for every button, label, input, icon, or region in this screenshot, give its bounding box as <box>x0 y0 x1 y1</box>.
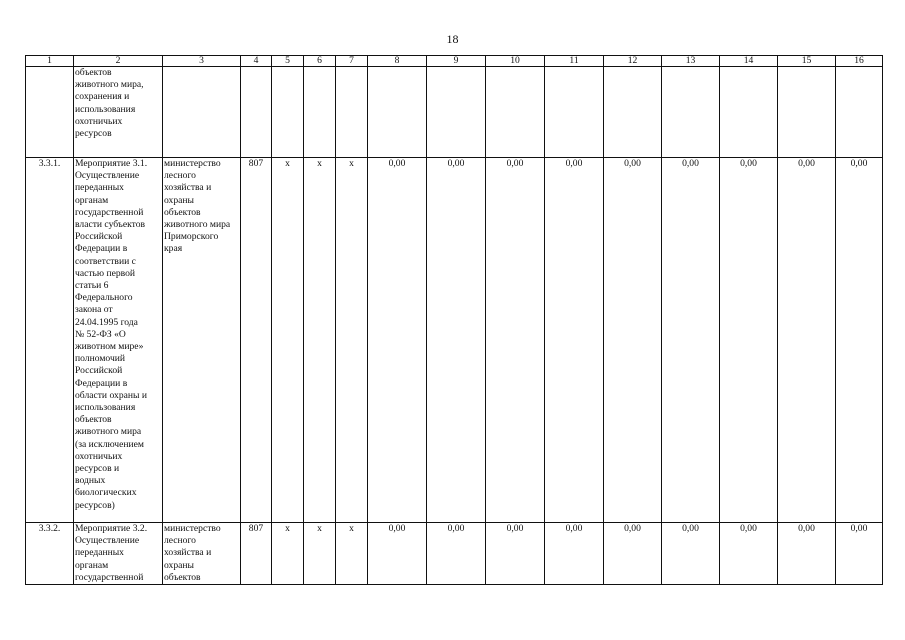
value-cell: 0,00 <box>545 158 604 523</box>
value-cell <box>427 67 486 158</box>
budget-code <box>241 67 272 158</box>
value-cell: 0,00 <box>836 158 883 523</box>
value-cell: 0,00 <box>604 158 662 523</box>
cell-col5: х <box>272 158 304 523</box>
value-cell <box>720 67 778 158</box>
value-cell: 0,00 <box>368 523 427 585</box>
table-header <box>26 56 883 67</box>
column-header: 6 <box>304 56 336 67</box>
row-number: 3.3.1. <box>26 158 74 523</box>
table-row <box>26 67 883 158</box>
row-number <box>26 67 74 158</box>
cell-col7: х <box>336 158 368 523</box>
value-cell: 0,00 <box>604 523 662 585</box>
executor-name <box>163 67 241 158</box>
column-header: 8 <box>368 56 427 67</box>
value-cell: 0,00 <box>486 523 545 585</box>
value-cell <box>368 67 427 158</box>
value-cell: 0,00 <box>720 523 778 585</box>
row-number: 3.3.2. <box>26 523 74 585</box>
value-cell: 0,00 <box>662 523 720 585</box>
budget-code: 807 <box>241 158 272 523</box>
value-cell <box>545 67 604 158</box>
column-header: 11 <box>545 56 604 67</box>
column-header: 9 <box>427 56 486 67</box>
table-row <box>26 523 883 585</box>
table-row <box>26 158 883 523</box>
column-header: 16 <box>836 56 883 67</box>
column-header: 13 <box>662 56 720 67</box>
cell-col6: х <box>304 523 336 585</box>
value-cell <box>662 67 720 158</box>
column-header: 2 <box>74 56 163 67</box>
value-cell <box>778 67 836 158</box>
budget-code: 807 <box>241 523 272 585</box>
column-header: 10 <box>486 56 545 67</box>
cell-col6: х <box>304 158 336 523</box>
value-cell: 0,00 <box>427 158 486 523</box>
column-header: 15 <box>778 56 836 67</box>
column-header: 12 <box>604 56 662 67</box>
budget-table <box>25 55 883 585</box>
activity-name: объектов животного мира, сохранения и использования охотничьих ресурсов <box>74 67 163 158</box>
header-row <box>26 56 883 67</box>
cell-col7: х <box>336 523 368 585</box>
cell-col6 <box>304 67 336 158</box>
value-cell: 0,00 <box>545 523 604 585</box>
executor-name: министерство лесного хозяйства и охраны объектов животного мира Приморского края <box>163 158 241 523</box>
cell-col5 <box>272 67 304 158</box>
executor-name: министерство лесного хозяйства и охраны объектов <box>163 523 241 585</box>
value-cell <box>836 67 883 158</box>
value-cell: 0,00 <box>778 158 836 523</box>
value-cell: 0,00 <box>720 158 778 523</box>
activity-name: Мероприятие 3.1. Осуществление переданных органам государственной власти субъектов Российской Федерации в соответствии с частью первой статьи 6 Федерального закона от 24.04.1995 года № 52-ФЗ «О животном мире» полномочий Российской Федерации в области охраны и использования объектов животного мира (за исключением охотничьих ресурсов и водных биологических ресурсов) <box>74 158 163 523</box>
column-header: 1 <box>26 56 74 67</box>
value-cell <box>604 67 662 158</box>
page-number: 18 <box>446 32 459 46</box>
value-cell: 0,00 <box>368 158 427 523</box>
cell-col7 <box>336 67 368 158</box>
value-cell: 0,00 <box>778 523 836 585</box>
column-header: 5 <box>272 56 304 67</box>
cell-col5: х <box>272 523 304 585</box>
value-cell: 0,00 <box>662 158 720 523</box>
column-header: 3 <box>163 56 241 67</box>
value-cell: 0,00 <box>486 158 545 523</box>
value-cell: 0,00 <box>836 523 883 585</box>
value-cell <box>486 67 545 158</box>
activity-name: Мероприятие 3.2. Осуществление переданных органам государственной <box>74 523 163 585</box>
column-header: 14 <box>720 56 778 67</box>
column-header: 4 <box>241 56 272 67</box>
value-cell: 0,00 <box>427 523 486 585</box>
column-header: 7 <box>336 56 368 67</box>
